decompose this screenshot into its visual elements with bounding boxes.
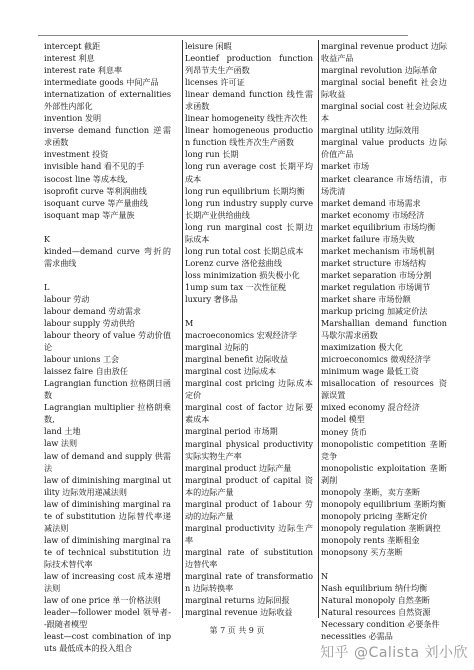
glossary-entry: Lagrangian function 拉格朗日函数 [44, 378, 171, 401]
glossary-column-1 [44, 40, 171, 654]
glossary-entry: monopoly equilibrium 垄断均衡 [321, 498, 446, 509]
glossary-entry: maximization 极大化 [321, 342, 403, 353]
glossary-entry: long run equilibrium 长期均衡 [185, 185, 305, 196]
glossary-entry: Nash equilibrium 纳什均衡 [321, 583, 428, 594]
glossary-entry: marginal productivity 边际生产率 [185, 522, 313, 545]
glossary-entry: 1ump sum tax 一次性征税 [185, 281, 287, 292]
glossary-entry: mixed economy 混合经济 [321, 402, 420, 413]
glossary-entry: invention 发明 [44, 113, 102, 124]
glossary-entry: market share 市场份额 [321, 293, 411, 304]
glossary-entry: model 模型 [321, 414, 365, 425]
glossary-entry: labour unions 工会 [44, 354, 120, 365]
glossary-entry: marginal period 市场期 [185, 426, 278, 437]
glossary-entry: interest rate 利息率 [44, 65, 123, 76]
glossary-entry: luxury 奢侈品 [185, 293, 238, 304]
glossary-entry: law 法则 [44, 438, 78, 449]
glossary-column-3 [318, 40, 448, 642]
glossary-entry: microeconomics 微观经济学 [321, 354, 431, 365]
glossary-entry: market equilibrium 市场均衡 [321, 221, 436, 232]
glossary-entry: linear homogeneity 线性齐次性 [185, 113, 308, 124]
glossary-entry: market demand 市场需求 [321, 197, 421, 208]
glossary-entry: marginal revolution 边际革命 [321, 65, 438, 76]
glossary-entry: long run marginal cost 长期边际成本 [185, 221, 313, 244]
glossary-entry: market separation 市场分割 [321, 269, 432, 280]
glossary-entry: marginal benefit 边际收益 [185, 354, 288, 365]
glossary-entry: marginal cost pricing 边际成本定价 [185, 378, 313, 401]
glossary-entry: market 市场 [321, 161, 370, 172]
glossary-entry: isocost line 等成本线, [44, 173, 128, 184]
glossary-entry: isoquant curve 等产量曲线 [44, 197, 148, 208]
glossary-entry: marginal product of capital 资本的边际产量 [185, 474, 313, 497]
glossary-entry: investment 投资 [44, 149, 109, 160]
glossary-entry: marginal returns 边际回报 [185, 595, 290, 606]
glossary-entry: monopoly rents 垄断租金 [321, 534, 420, 545]
glossary-entry: marginal social cost 社会边际成本 [321, 101, 447, 124]
glossary-entry: monopolistic competition 垄断竞争 [321, 438, 447, 461]
section-gap [44, 269, 171, 281]
glossary-entry: monopolistic exploitation 垄断剥削 [321, 462, 447, 485]
glossary-entry: monopoly regulation 垄断调控 [321, 522, 441, 533]
section-letter: N [321, 571, 329, 582]
glossary-entry: marginal rate of substitution 边替代率 [185, 546, 313, 569]
glossary-entry: Lagrangian multiplier 拉格朗乘数, [44, 402, 171, 425]
section-gap [185, 305, 313, 317]
glossary-entry: Leontief production function 列昂节夫生产函数 [185, 53, 313, 76]
glossary-entry: labour demand 劳动需求 [44, 305, 141, 316]
glossary-entry: minimum wage 最低工资 [321, 366, 419, 377]
glossary-entry: long run total cost 长期总成本 [185, 245, 304, 256]
glossary-entry: money 货币 [321, 426, 367, 437]
section-gap [321, 558, 447, 570]
glossary-entry: marginal cost of factor 边际要素成本 [185, 402, 313, 425]
glossary-entry: marginal utility 边际效用 [321, 125, 420, 136]
section-letter: M [185, 318, 194, 329]
glossary-entry: market clearance 市场结清，市场洗清 [321, 173, 447, 196]
glossary-entry: licenses 许可证 [185, 77, 245, 88]
glossary-entry: Natural monopoly 自然垄断 [321, 595, 431, 606]
glossary-entry: long run average cost 长期平均成本 [185, 161, 313, 184]
glossary-entry: marginal product 边际产量 [185, 462, 292, 473]
glossary-entry: labour theory of value 劳动价值论 [44, 330, 171, 353]
glossary-entry: labour supply 劳动供给 [44, 317, 135, 328]
section-letter: L [44, 281, 50, 292]
glossary-entry: marginal revenue 边际收益 [185, 607, 293, 618]
glossary-entry: law of diminishing marginal rate of substitution 边际替代率递减法则 [44, 498, 171, 533]
glossary-entry: marginal rate of transformation 边际转换率 [185, 571, 313, 594]
glossary-entry: intercept 截距 [44, 41, 101, 51]
glossary-entry: intermediate goods 中间产品 [44, 77, 159, 88]
glossary-entry: marginal social benefit 社会边际收益 [321, 77, 447, 100]
glossary-entry: monopsony 买方垄断 [321, 546, 403, 557]
glossary-entry: interest 利息 [44, 53, 95, 64]
glossary-entry: law of demand and supply 供需法 [44, 450, 171, 473]
glossary-entry: linear homogeneous production function 线性齐次生产函数 [185, 125, 313, 148]
glossary-entry: loss minimization 损失极小化 [185, 269, 300, 280]
glossary-entry: Lorenz curve 洛伦兹曲线 [185, 257, 282, 268]
glossary-entry: marginal physical productivity 实际实物生产率 [185, 438, 313, 461]
page-footer: 第 7 页 共 9 页 [209, 626, 265, 635]
glossary-entry: leader—follower model 领导者--跟随者模型 [44, 607, 171, 630]
section-letter: K [44, 233, 51, 244]
glossary-entry: market mechanism 市场机制 [321, 245, 435, 256]
glossary-entry: monopoly pricing 垄断定价 [321, 510, 428, 521]
glossary-entry: long run industry supply curve 长期产业供给曲线 [185, 197, 313, 220]
glossary-entry: market failure 市场失败 [321, 233, 415, 244]
glossary-entry: law of diminishing marginal rate of technical substitution 边际技术替代率 [44, 534, 171, 569]
glossary-entry: marginal 边际的 [185, 342, 249, 353]
glossary-entry: kinded—demand curve 弯折的需求曲线 [44, 245, 171, 268]
glossary-entry: isoprofit curve 等利润曲线 [44, 185, 147, 196]
glossary-entry: markup pricing 加减定价法 [321, 306, 428, 317]
glossary-entry: market regulation 市场调节 [321, 281, 431, 292]
glossary-entry: law of diminishing marginal utility 边际效用递减法则 [44, 474, 171, 497]
glossary-entry: Marshallian demand function 马歇尔需求函数 [321, 318, 447, 341]
glossary-entry: long run 长期 [185, 149, 239, 160]
glossary-entry: necessities 必需品 [321, 631, 393, 642]
glossary-entry: leisure 闲暇 [185, 41, 232, 51]
glossary-entry: least—cost combination of inputs 最低成本的投入组合 [44, 631, 171, 654]
glossary-entry: marginal revenue product 边际收益产品 [321, 41, 448, 64]
glossary-entry: inverse demand function 逆需求函数 [44, 125, 171, 148]
glossary-entry: internatization of externalities 外部性内部化 [44, 89, 171, 112]
glossary-column-2 [182, 40, 313, 618]
glossary-entry: market structure 市场结构 [321, 257, 426, 268]
glossary-entry: monopoly 垄断，卖方垄断 [321, 486, 421, 497]
glossary-entry: Natural resources 自然资源 [321, 607, 431, 618]
glossary-entry: misallocation of resources 资源误置 [321, 378, 447, 401]
glossary-entry: marginal value products 边际价值产品 [321, 137, 447, 160]
glossary-entry: land 土地 [44, 426, 81, 437]
glossary-entry: linear demand function 线性需求函数 [185, 89, 313, 112]
glossary-entry: Necessary condition 必要条件 [321, 619, 440, 630]
glossary-entry: marginal product of 1abour 劳动的边际产量 [185, 498, 313, 521]
glossary-entry: invisible hand 看不见的手 [44, 161, 145, 172]
glossary-entry: isoquant map 等产量族 [44, 209, 135, 220]
glossary-entry: labour 劳动 [44, 293, 90, 304]
glossary-entry: laissez faire 自由放任 [44, 366, 128, 377]
glossary-entry: market economy 市场经济 [321, 209, 425, 220]
watermark: 知乎 @Calista 刘小欣 [320, 645, 468, 661]
glossary-entry: marginal cost 边际成本 [185, 366, 277, 377]
glossary-entry: law of increasing cost 成本递增法则 [44, 570, 171, 594]
glossary-entry: law of one price 单一价格法则 [44, 595, 161, 606]
section-gap [44, 221, 171, 233]
glossary-entry: macroeconomics 宏观经济学 [185, 330, 298, 341]
